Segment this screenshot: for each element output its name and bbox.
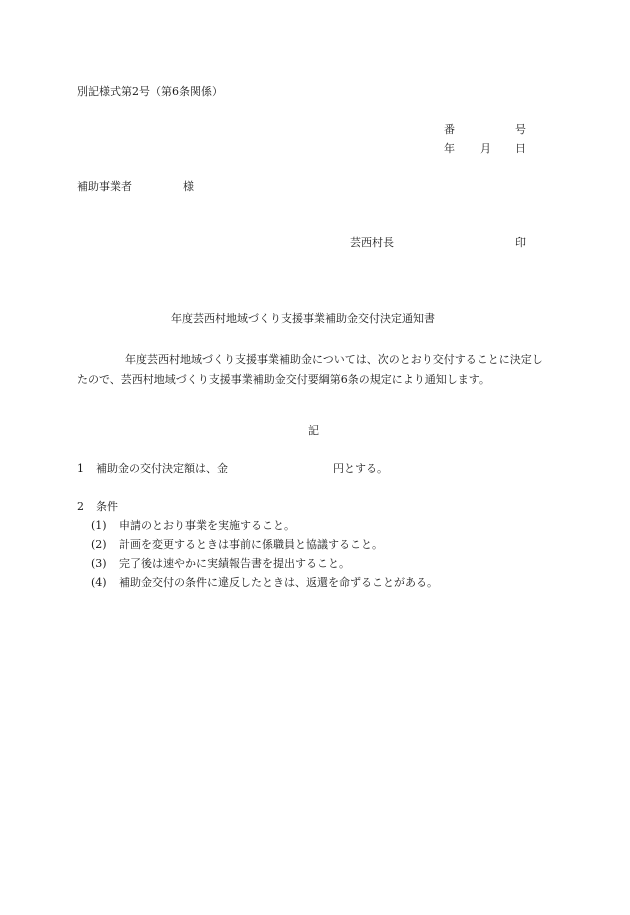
issuer-name: 芸西村長 (350, 236, 394, 249)
condition-2-number: (2) (91, 538, 107, 551)
recipient-honorific: 様 (183, 180, 194, 193)
date-month-label: 月 (480, 142, 491, 155)
document-number-label: 番 (444, 123, 455, 136)
condition-4-text: 補助金交付の条件に違反したときは、返還を命ずることがある。 (119, 576, 438, 589)
condition-3-number: (3) (91, 557, 107, 570)
recipient-label: 補助事業者 (77, 180, 132, 193)
document-title: 年度芸西村地域づくり支援事業補助金交付決定通知書 (171, 312, 435, 325)
item-1-number: 1 (77, 462, 84, 475)
condition-1-text: 申請のとおり事業を実施すること。 (119, 519, 295, 532)
form-label: 別記様式第2号（第6条関係） (77, 85, 223, 98)
condition-1-number: (1) (91, 519, 107, 532)
date-day-label: 日 (515, 142, 526, 155)
item-2-number: 2 (77, 500, 84, 513)
condition-4-number: (4) (91, 576, 107, 589)
document-number-suffix: 号 (515, 123, 526, 136)
condition-2-text: 計画を変更するときは事前に係職員と協議すること。 (119, 538, 383, 551)
date-year-label: 年 (444, 142, 455, 155)
item-1-suffix: 円とする。 (333, 462, 388, 475)
condition-3-text: 完了後は速やかに実績報告書を提出すること。 (119, 557, 350, 570)
item-1-text: 補助金の交付決定額は、金 (96, 462, 228, 475)
body-paragraph: 年度芸西村地域づくり支援事業補助金については、次のとおり交付することに決定したので、芸西村地域づくり支援事業補助金交付要綱第6条の規定により通知します。 (77, 353, 543, 386)
item-2-heading: 条件 (96, 500, 118, 513)
ki-heading: 記 (308, 424, 319, 437)
seal-mark: 印 (515, 236, 526, 249)
